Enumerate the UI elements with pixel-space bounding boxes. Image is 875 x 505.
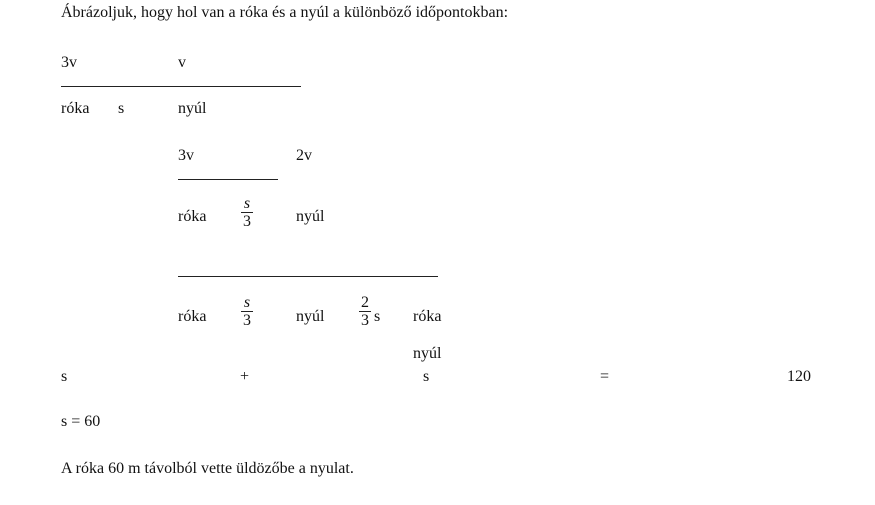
gap-fraction-numerator: s	[243, 294, 251, 311]
gap-fraction-numerator: s	[243, 195, 251, 212]
fox-speed-label: 3v	[178, 147, 194, 164]
fox-speed-label: 3v	[61, 54, 77, 71]
equation-term-2: s	[423, 368, 430, 385]
conclusion-text: A róka 60 m távolból vette üldözőbe a nyulat.	[61, 460, 354, 477]
equation-term-1: s	[61, 368, 68, 385]
fox-label: róka	[61, 100, 90, 117]
track-line	[61, 86, 301, 87]
gap-fraction	[240, 195, 254, 230]
gap-label: s	[118, 100, 125, 117]
distance-fraction-numerator: 2	[361, 294, 369, 311]
equation-result: 120	[787, 368, 811, 385]
fox-label: róka	[178, 208, 207, 225]
rabbit-label: nyúl	[296, 208, 325, 225]
distance-variable: s	[374, 308, 381, 325]
rabbit-label: nyúl	[296, 308, 325, 325]
gap-fraction-denominator: 3	[243, 213, 251, 230]
gap-fraction-denominator: 3	[243, 312, 251, 329]
fox-end-label: róka	[413, 308, 442, 325]
distance-fraction-denominator: 3	[361, 312, 369, 329]
rabbit-end-label: nyúl	[413, 345, 442, 362]
rabbit-speed-label: v	[178, 54, 186, 71]
rabbit-label: nyúl	[178, 100, 207, 117]
equation-equals: =	[600, 368, 610, 385]
intro-text: Ábrázoljuk, hogy hol van a róka és a nyúl a különböző időpontokban:	[61, 4, 509, 21]
fox-label: róka	[178, 308, 207, 325]
solution-text: s = 60	[61, 413, 101, 430]
track-line	[178, 276, 438, 277]
track-line	[178, 179, 278, 180]
equation-plus: +	[240, 368, 250, 385]
rabbit-speed-label: 2v	[296, 147, 312, 164]
distance-fraction	[358, 294, 372, 329]
gap-fraction	[240, 294, 254, 329]
